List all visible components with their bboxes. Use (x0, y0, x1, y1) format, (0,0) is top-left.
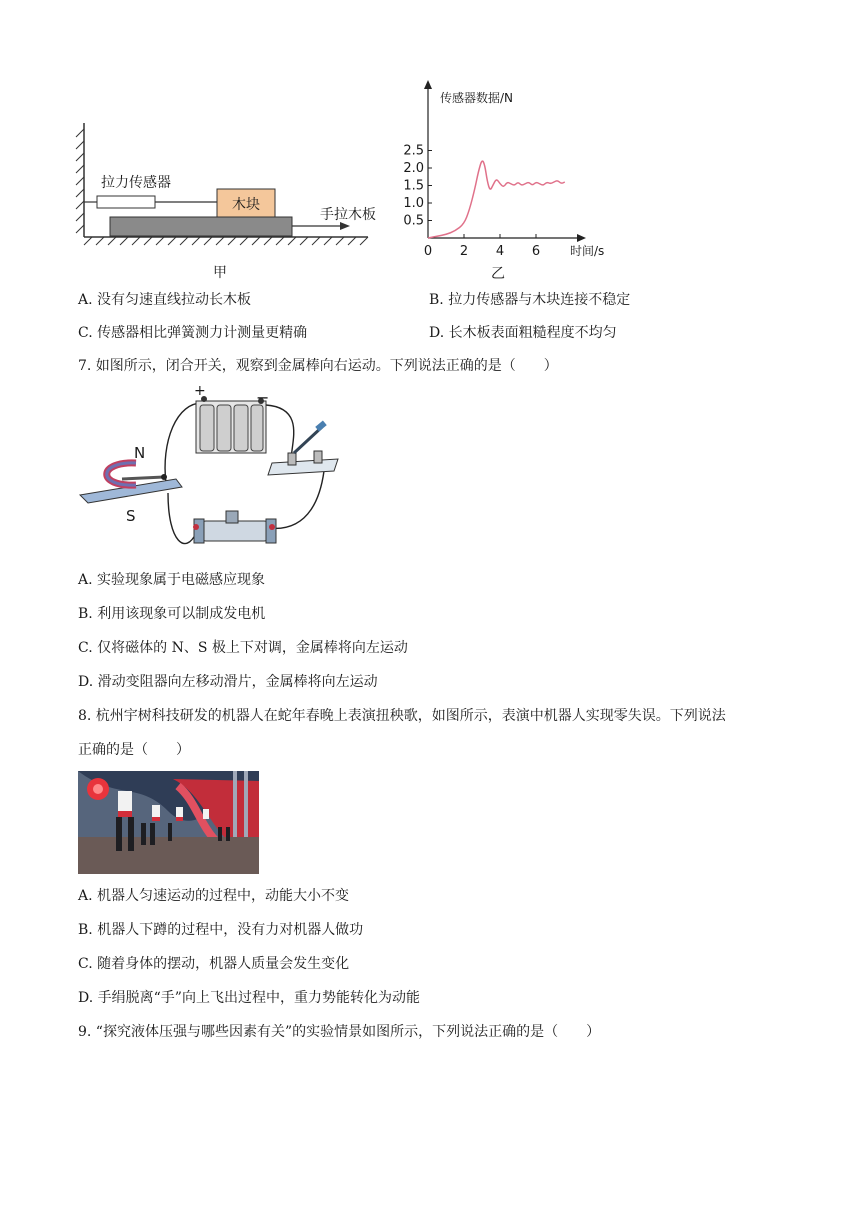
pull-arrowhead (340, 222, 350, 230)
robot-performance-illustration (78, 771, 259, 874)
chart-x-arrow (577, 234, 586, 242)
q6-option-d[interactable]: D. 长木板表面粗糙程度不均匀 (429, 325, 617, 341)
figure-yi-chart (400, 78, 620, 285)
q7-stem: 7. 如图所示，闭合开关，观察到金属棒向右运动。下列说法正确的是（ ） (78, 358, 558, 374)
q7-option-a[interactable]: A. 实验现象属于电磁感应现象 (78, 572, 266, 588)
battery-minus-label: − (256, 388, 270, 407)
q8-option-c[interactable]: C. 随着身体的摆动，机器人质量会发生变化 (78, 956, 350, 972)
tension-sensor (97, 196, 155, 208)
q6-option-c[interactable]: C. 传感器相比弹簧测力计测量更精确 (78, 325, 308, 341)
robot-performance-photo (78, 771, 259, 874)
switch (268, 420, 338, 475)
figure-jia (70, 115, 390, 285)
chart-y-tick-label: 1.0 (403, 196, 424, 211)
battery-plus-label: + (194, 383, 206, 399)
chart-y-tick-label: 0.5 (403, 213, 424, 229)
u-magnet (80, 463, 182, 503)
q8-stem-line2: 正确的是（ ） (78, 742, 190, 758)
q7-option-c[interactable]: C. 仅将磁体的 N、S 极上下对调，金属棒将向左运动 (78, 640, 408, 656)
pull-label: 手拉木板 (320, 207, 376, 223)
q8-option-d[interactable]: D. 手绢脱离“手”向上飞出过程中，重力势能转化为动能 (78, 990, 420, 1006)
chart-y-tick-label: 2.5 (403, 143, 424, 159)
caption-jia: 甲 (213, 265, 227, 281)
chart-x-tick-label: 2 (459, 244, 469, 259)
magnet-pole-s: S (126, 507, 136, 525)
q9-stem: 9. “探究液体压强与哪些因素有关”的实验情景如图所示，下列说法正确的是（ ） (78, 1024, 601, 1040)
chart-ylabel: 传感器数据/N (440, 91, 514, 105)
q8-stem-line1: 8. 杭州宇树科技研发的机器人在蛇年春晚上表演扭秧歌，如图所示，表演中机器人实现零失误。下列说法 (78, 708, 726, 724)
sensor-label: 拉力传感器 (101, 175, 171, 191)
sensor-data-line (428, 161, 565, 238)
q6-option-a[interactable]: A. 没有匀速直线拉动长木板 (78, 292, 252, 308)
chart-xlabel: 时间/s (570, 244, 605, 258)
chart-y-arrow (424, 80, 432, 89)
magnet-pole-n: N (134, 444, 146, 462)
q6-option-b[interactable]: B. 拉力传感器与木块连接不稳定 (429, 292, 631, 308)
long-wood-board (110, 217, 292, 236)
q7-option-d[interactable]: D. 滑动变阻器向左移动滑片，金属棒将向左运动 (78, 674, 378, 690)
figure-q7-circuit (76, 383, 346, 563)
sliding-rheostat (193, 511, 276, 543)
chart-x-tick-label: 4 (495, 244, 505, 259)
floor-hatching (84, 237, 368, 245)
caption-yi: 乙 (491, 266, 505, 282)
q8-option-a[interactable]: A. 机器人匀速运动的过程中，动能大小不变 (78, 888, 350, 904)
chart-y-tick-label: 1.5 (403, 178, 424, 194)
chart-x-tick-label: 0 (423, 244, 433, 259)
wall-hatching (76, 129, 84, 233)
wire-magnet-to-rheostat (168, 493, 196, 544)
q7-option-b[interactable]: B. 利用该现象可以制成发电机 (78, 606, 266, 622)
chart-y-tick-label: 2.0 (403, 161, 424, 176)
chart-x-tick-label: 6 (531, 244, 541, 259)
q8-option-b[interactable]: B. 机器人下蹲的过程中，没有力对机器人做功 (78, 922, 364, 938)
block-label: 木块 (232, 197, 260, 213)
